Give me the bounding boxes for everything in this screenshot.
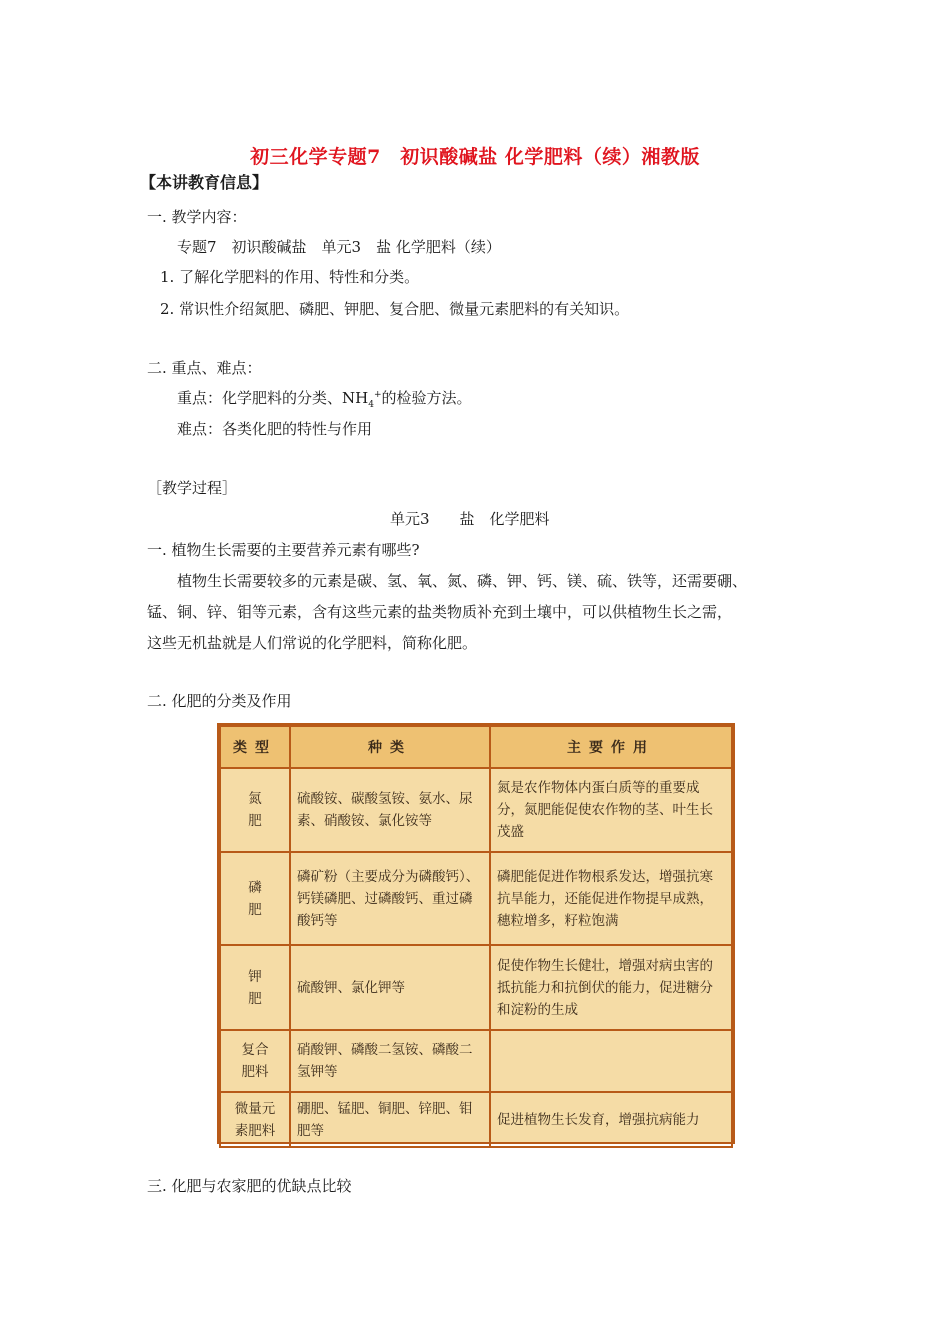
fertilizer-table: [217, 723, 735, 1144]
question-3: 三. 化肥与农家肥的优缺点比较: [147, 1177, 352, 1195]
effect-cell: 氮是农作物体内蛋白质等的重要成分，氮肥能促使农作物的茎、叶生长茂盛: [490, 768, 732, 852]
effect-cell: 促进植物生长发育，增强抗病能力: [490, 1092, 732, 1147]
question-2: 二. 化肥的分类及作用: [147, 692, 292, 710]
table-row: [220, 945, 732, 1030]
paragraph-line-3: 这些无机盐就是人们常说的化学肥料，简称化肥。: [147, 634, 478, 652]
header-type: 类型: [220, 726, 290, 768]
effect-cell: 磷肥能促进作物根系发达，增强抗寒抗旱能力，还能促进作物提早成熟，穗粒增多，籽粒饱满: [490, 852, 732, 945]
type-cell: 微量元 素肥料: [220, 1092, 290, 1147]
key-point-superscript: +: [373, 390, 382, 400]
kinds-cell: 硝酸钾、磷酸二氢铵、磷酸二氢钾等: [290, 1030, 490, 1092]
paragraph-line-1: 植物生长需要较多的元素是碳、氢、氧、氮、磷、钾、钙、镁、硫、铁等，还需要硼、: [177, 572, 748, 590]
key-point: [177, 387, 472, 410]
kinds-cell: 硼肥、锰肥、铜肥、锌肥、钼肥等: [290, 1092, 490, 1147]
section-1-heading: 一. 教学内容：: [147, 208, 247, 226]
section-2-heading: 二. 重点、难点：: [147, 359, 262, 377]
table-row: [220, 1030, 732, 1092]
key-point-prefix: 重点：化学肥料的分类、NH: [177, 389, 369, 407]
topic-line: 专题7 初识酸碱盐 单元3 盐 化学肥料（续）: [177, 238, 501, 256]
kinds-cell: 硫酸钾、氯化钾等: [290, 945, 490, 1030]
difficult-point: 难点：各类化肥的特性与作用: [177, 420, 373, 438]
type-cell: 复合 肥料: [220, 1030, 290, 1092]
type-cell: 磷 肥: [220, 852, 290, 945]
objective-1: 1. 了解化学肥料的作用、特性和分类。: [160, 268, 420, 286]
table-row: [220, 1092, 732, 1147]
type-cell: 钾 肥: [220, 945, 290, 1030]
effect-cell: [490, 1030, 732, 1092]
table-row: [220, 852, 732, 945]
key-point-subscript: 4: [368, 400, 374, 410]
objective-2: 2. 常识性介绍氮肥、磷肥、钾肥、复合肥、微量元素肥料的有关知识。: [160, 300, 630, 318]
process-heading: ［教学过程］: [147, 479, 238, 497]
type-cell: 氮 肥: [220, 768, 290, 852]
unit-title: 单元3 盐 化学肥料: [390, 510, 550, 528]
header-kinds: 种类: [290, 726, 490, 768]
key-point-suffix: 的检验方法。: [381, 389, 472, 407]
paragraph-line-2: 锰、铜、锌、钼等元素，含有这些元素的盐类物质补充到土壤中，可以供植物生长之需，: [147, 603, 733, 621]
kinds-cell: 磷矿粉（主要成分为磷酸钙）、钙镁磷肥、过磷酸钙、重过磷酸钙等: [290, 852, 490, 945]
effect-cell: 促使作物生长健壮，增强对病虫害的抵抗能力和抗倒伏的能力，促进糖分和淀粉的生成: [490, 945, 732, 1030]
table-row: [220, 768, 732, 852]
info-heading: 【本讲教育信息】: [140, 173, 269, 192]
document-title: 初三化学专题7 初识酸碱盐 化学肥料（续）湘教版: [250, 146, 700, 168]
header-effect: 主要作用: [490, 726, 732, 768]
question-1: 一. 植物生长需要的主要营养元素有哪些?: [147, 541, 420, 559]
kinds-cell: 硫酸铵、碳酸氢铵、氨水、尿素、硝酸铵、氯化铵等: [290, 768, 490, 852]
